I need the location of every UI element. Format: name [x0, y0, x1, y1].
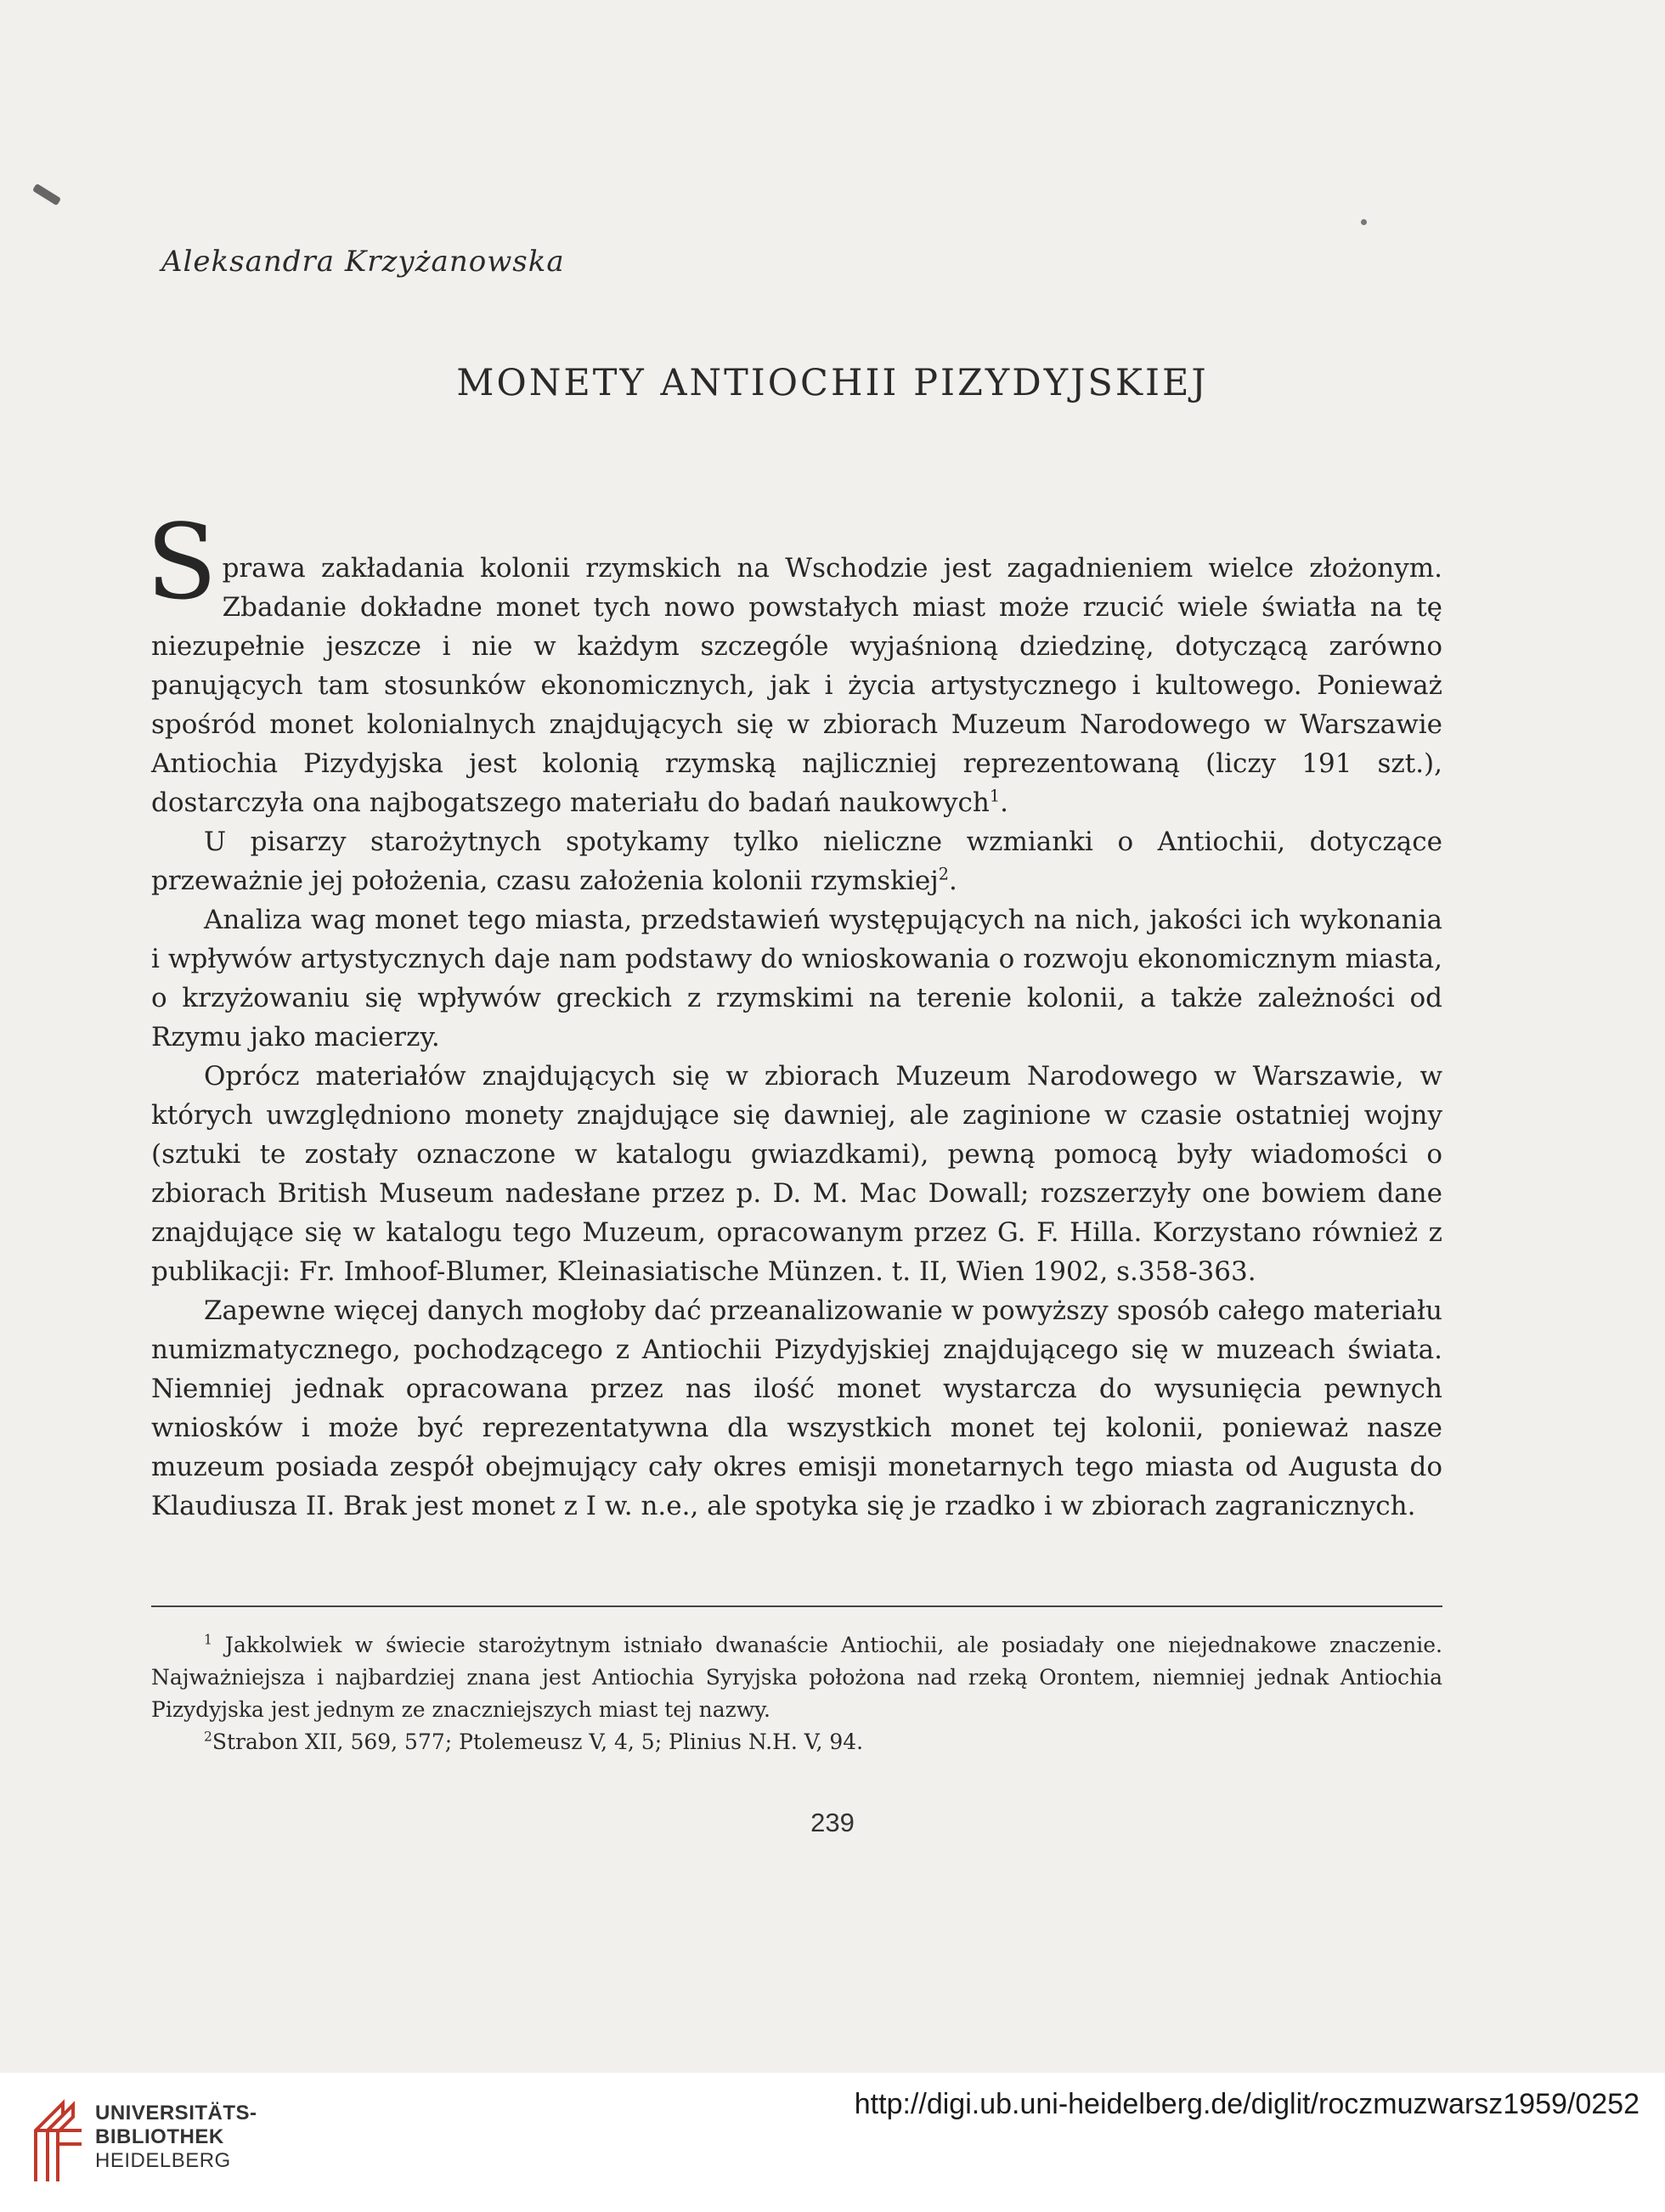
paragraph-1	[146, 502, 1442, 822]
footnote-divider	[151, 1605, 1442, 1607]
paragraph-1-text: prawa zakładania kolonii rzymskich na Wschodzie jest zagadnieniem wielce złożonym. Zbadanie dokładne monet tych nowo powstałych miast może rzucić wiele światła na tę niezupełnie jeszcze i nie w każdym szczególe wyjaśnioną dziedzinę, dotyczącą zarówno panujących tam stosunków ekonomicznych, jak i życia artystycznego i kultowego. Ponieważ spośród monet kolonialnych znajdujących się w zbiorach Muzeum Narodowego w Warszawie Antiochia Pizydyjska jest kolonią rzymską najliczniej reprezentowaną (liczy 191 szt.), dostarczyła ona najbogatszego materiału do badań naukowych	[151, 553, 1442, 818]
footnote-1	[151, 1629, 1442, 1726]
footnote-2	[151, 1726, 1442, 1758]
footnote-2-text: Strabon XII, 569, 577; Ptolemeusz V, 4, 5; Plinius N.H. V, 94.	[212, 1730, 864, 1754]
source-url[interactable]: http://digi.ub.uni-heidelberg.de/diglit/roczmuzwarsz1959/0252	[854, 2088, 1640, 2120]
footnote-1-text: Jakkolwiek w świecie starożytnym istniało dwanaście Antiochii, ale posiadały one niejednakowe znaczenie. Najważniejsza i najbardziej znana jest Antiochia Syryjska położona nad rzeką Orontem, niemniej jednak Antiochia Pizydyjska jest jednym ze znaczniejszych miast tej nazwy.	[151, 1633, 1442, 1722]
drop-cap: S	[146, 502, 217, 623]
footnote-2-mark: 2	[204, 1729, 212, 1745]
library-line-3: HEIDELBERG	[95, 2149, 231, 2172]
scan-dot	[1361, 219, 1367, 225]
footnote-ref-2[interactable]: 2	[938, 864, 950, 884]
footnotes	[151, 1629, 1442, 1758]
paragraph-2	[151, 822, 1442, 900]
paragraph-5: Zapewne więcej danych mogłoby dać przeanalizowanie w powyższy sposób całego materiału numizmatycznego, pochodzącego z Antiochii Pizydyjskiej znajdującego się w muzeach świata. Niemniej jednak opracowana przez nas ilość monet wystarcza do wysunięcia pewnych wniosków i może być reprezentatywna dla wszystkich monet tej kolonii, ponieważ nasze muzeum posiada zespół obejmujący cały okres emisji monetarnych tego miasta od Augusta do Klaudiusza II. Brak jest monet z I w. n.e., ale spotyka się je rzadko i w zbiorach zagranicznych.	[151, 1295, 1442, 1521]
library-logo-icon	[29, 2095, 92, 2188]
library-line-1: UNIVERSITÄTS-	[95, 2102, 257, 2125]
library-line-2: BIBLIOTHEK	[95, 2125, 224, 2148]
author-name: Aleksandra Krzyżanowska	[161, 245, 565, 279]
scan-mark	[32, 183, 61, 206]
article-title: MONETY ANTIOCHII PIZYDYJSKIEJ	[456, 362, 1209, 404]
paragraph-1-end: .	[1000, 787, 1008, 818]
library-logo-text[interactable]	[95, 2102, 257, 2173]
footnote-1-mark: 1	[204, 1632, 212, 1648]
paragraph-3: Analiza wag monet tego miasta, przedstawień występujących na nich, jakości ich wykonania i wpływów artystycznych daje nam podstawy do wnioskowania o rozwoju ekonomicznym miasta, o krzyżowaniu się wpływów greckich z rzymskimi na terenie kolonii, a także zależności od Rzymu jako macierzy.	[151, 905, 1442, 1052]
paragraph-2-text: U pisarzy starożytnych spotykamy tylko nieliczne wzmianki o Antiochii, dotyczące przeważnie jej położenia, czasu założenia kolonii rzymskiej	[151, 827, 1442, 896]
footnote-ref-1[interactable]: 1	[989, 786, 1001, 806]
paragraph-2-end: .	[949, 866, 957, 896]
article-body	[146, 502, 1442, 1526]
paragraph-4: Oprócz materiałów znajdujących się w zbiorach Muzeum Narodowego w Warszawie, w których uwzględniono monety znajdujące się dawniej, ale zaginione w czasie ostatniej wojny (sztuki te zostały oznaczone w katalogu gwiazdkami), pewną pomocą były wiadomości o zbiorach British Museum nadesłane przez p. D. M. Mac Dowall; rozszerzyły one bowiem dane znajdujące się w katalogu tego Muzeum, opracowanym przez G. F. Hilla. Korzystano również z publikacji: Fr. Imhoof-Blumer, Kleinasiatische Münzen. t. II, Wien 1902, s.358-363.	[151, 1061, 1442, 1287]
page-number: 239	[810, 1808, 855, 1837]
